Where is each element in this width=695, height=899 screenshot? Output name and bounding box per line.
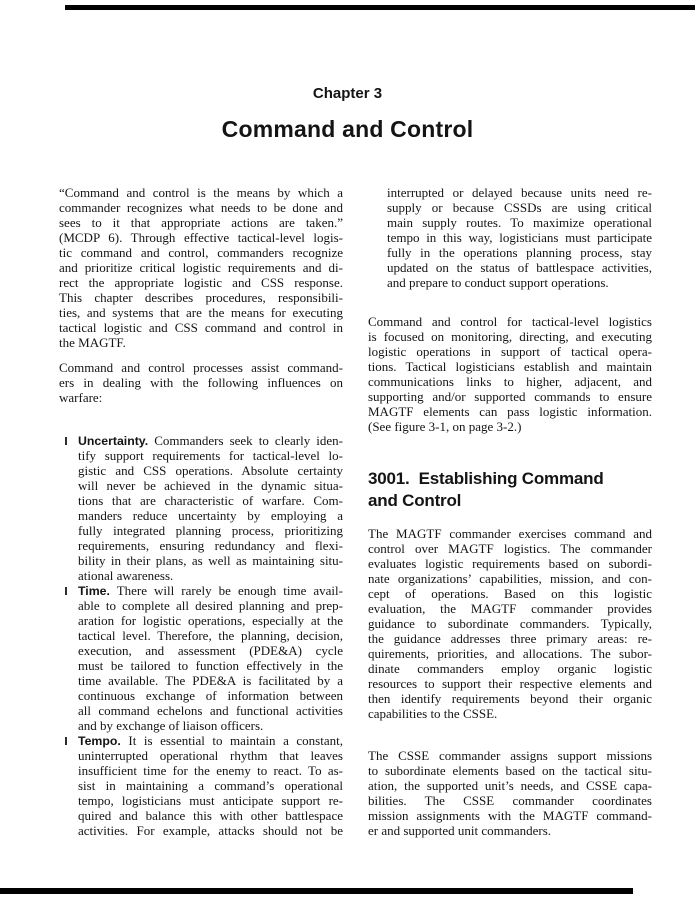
text-line: MAGTF elements can pass logistic information.	[368, 404, 652, 419]
text-line: evaluates logistic requirements based on subordi-	[368, 556, 652, 571]
page-title: Command and Control	[221, 116, 474, 142]
text-line: then identify requirements beyond their organic	[368, 691, 652, 706]
text-line: dinate commanders employ organic logistic	[368, 661, 652, 676]
text-line: supply or because CSSDs are using critical	[387, 200, 652, 215]
text-line: aration for logistic operations, especially at the	[78, 613, 343, 628]
text-line: the MAGTF.	[59, 335, 126, 350]
text-line: continuous exchange of information between	[78, 688, 343, 703]
text-line: ties, and systems that are the means for executing	[59, 305, 343, 320]
text-line: communications links to higher, adjacent, and	[368, 374, 652, 389]
list-item-lead: Uncertainty.	[78, 434, 149, 448]
text-line: (See figure 3-1, on page 3-2.)	[368, 419, 522, 434]
text-line: ational awareness.	[78, 568, 174, 583]
text-line: the guidance addresses three primary areas: re-	[368, 631, 652, 646]
text-line: quirements, priorities, and allocations. The subor-	[368, 646, 652, 661]
text-line: able to complete all desired planning and prep-	[78, 598, 343, 613]
text-line: er and supported unit commanders.	[368, 823, 552, 838]
text-line: guidance to subordinate commanders. Typically,	[368, 616, 652, 631]
text-line: interrupted or delayed because units need re-	[387, 185, 652, 200]
scan-artifact-bottom-bar	[0, 888, 633, 894]
text-line: Command and control processes assist command-	[59, 360, 343, 375]
text-line: nate organizations’ capabilities, mission, and con-	[368, 571, 652, 586]
text-line: time available. The PDE&A is facilitated by a	[78, 673, 343, 688]
bullet-icon	[65, 437, 67, 445]
text-line: quired and balance this with other battlespace	[78, 808, 343, 823]
text-line: 3001. Establishing Command	[368, 469, 604, 488]
text-line: ers in dealing with the following influences on	[59, 375, 343, 390]
text-line: sees to it that appropriate actions are taken.”	[59, 215, 343, 230]
left-column	[59, 185, 343, 838]
text-line: tic command and control, commanders recognize	[59, 245, 343, 260]
paragraph	[59, 360, 343, 405]
text-line: warfare:	[59, 390, 103, 405]
text-line: fully integrated planning process, prioritizing	[78, 523, 343, 538]
text-line: tempo in this way, logisticians must participate	[387, 230, 652, 245]
paragraph	[59, 185, 343, 350]
text-line: is focused on monitoring, directing, and executing	[368, 329, 652, 344]
text-line: and by exchange of liaison officers.	[78, 718, 264, 733]
text-line: Command and control for tactical-level logistics	[368, 314, 652, 329]
text-line: capabilities to the CSSE.	[368, 706, 498, 721]
text-line: commander recognizes what needs to be done and	[59, 200, 343, 215]
text-line: Tempo. It is essential to maintain a constant,	[78, 733, 343, 748]
text-line: and Control	[368, 491, 462, 510]
text-line: fully in the operations planning process, stay	[387, 245, 652, 260]
list-item-lead: Time.	[78, 584, 110, 598]
text-line: bility in their plans, as well as maintaining situ-	[78, 553, 343, 568]
text-line: updated on the status of battlespace activities,	[387, 260, 652, 275]
text-line: tions. Tactical logisticians establish and maintain	[368, 359, 652, 374]
text-line: control over MAGTF logistics. The commander	[368, 541, 652, 556]
section-heading	[368, 468, 652, 512]
text-line: manders reduce uncertainty by employing a	[78, 508, 343, 523]
text-line: all command echelons and functional activities	[78, 703, 343, 718]
list-item-lead: Tempo.	[78, 734, 121, 748]
text-line: tions that are characteristic of warfare. Com-	[78, 493, 343, 508]
text-line: resources to support their respective elements and	[368, 676, 652, 691]
paragraph	[368, 314, 652, 434]
text-line: The MAGTF commander exercises command and	[368, 526, 652, 541]
text-line: bilities. The CSSE commander coordinates	[368, 793, 652, 808]
list-item	[59, 583, 343, 733]
paragraph	[368, 748, 652, 838]
text-line: evaluation, the MAGTF commander provides	[368, 601, 652, 616]
text-line: tactical logistic and CSS command and control in	[59, 320, 343, 335]
text-line: main supply routes. To maximize operational	[387, 215, 652, 230]
text-line: gistic and CSS operations. Absolute certainty	[78, 463, 343, 478]
text-line: “Command and control is the means by which a	[59, 185, 343, 200]
text-line: and prioritize critical logistic requirements and di-	[59, 260, 343, 275]
text-line: sist in maintaining a command’s operational	[78, 778, 343, 793]
text-line: requirements, ensuring redundancy and flexi-	[78, 538, 343, 553]
text-line: uninterrupted operational rhythm that leaves	[78, 748, 343, 763]
list-item-continuation	[368, 185, 652, 290]
text-line: tactical level. Therefore, the planning, decision,	[78, 628, 343, 643]
text-line: cept of operations. Based on this logistic	[368, 586, 652, 601]
text-line: activities. For example, attacks should not be	[78, 823, 343, 838]
text-line: logistic operations in support of tactical opera-	[368, 344, 652, 359]
text-line: (MCDP 6). Through effective tactical-level logis-	[59, 230, 343, 245]
bullet-icon	[65, 737, 67, 745]
text-line: Time. There will rarely be enough time avail-	[78, 583, 343, 598]
right-column	[368, 185, 652, 838]
text-line: to subordinate elements based on the tactical situ-	[368, 763, 652, 778]
paragraph	[368, 526, 652, 721]
list-item	[59, 433, 343, 583]
text-line: will never be achieved in the dynamic situa-	[78, 478, 343, 493]
chapter-label: Chapter 3	[312, 85, 383, 102]
text-line: ation, the supported unit’s needs, and CSSE capa-	[368, 778, 652, 793]
scan-artifact-top-bar	[65, 5, 695, 10]
text-line: mission assignments with the MAGTF command-	[368, 808, 652, 823]
bullet-icon	[65, 587, 67, 595]
text-line: Uncertainty. Commanders seek to clearly iden-	[78, 433, 343, 448]
text-line: tempo, logisticians must anticipate support re-	[78, 793, 343, 808]
text-line: and prepare to conduct support operations.	[387, 275, 609, 290]
text-line: The CSSE commander assigns support missions	[368, 748, 652, 763]
text-line: must be tailored to function effectively in the	[78, 658, 343, 673]
text-line: execution, and assessment (PDE&A) cycle	[78, 643, 343, 658]
text-line: supporting and/or supported commands to ensure	[368, 389, 652, 404]
list-item	[59, 733, 343, 838]
text-line: rect the appropriate logistic and CSS response.	[59, 275, 343, 290]
text-line: insufficient time for the enemy to react. To as-	[78, 763, 343, 778]
text-line: tify support requirements for tactical-level lo-	[78, 448, 343, 463]
text-line: This chapter describes procedures, responsibili-	[59, 290, 343, 305]
